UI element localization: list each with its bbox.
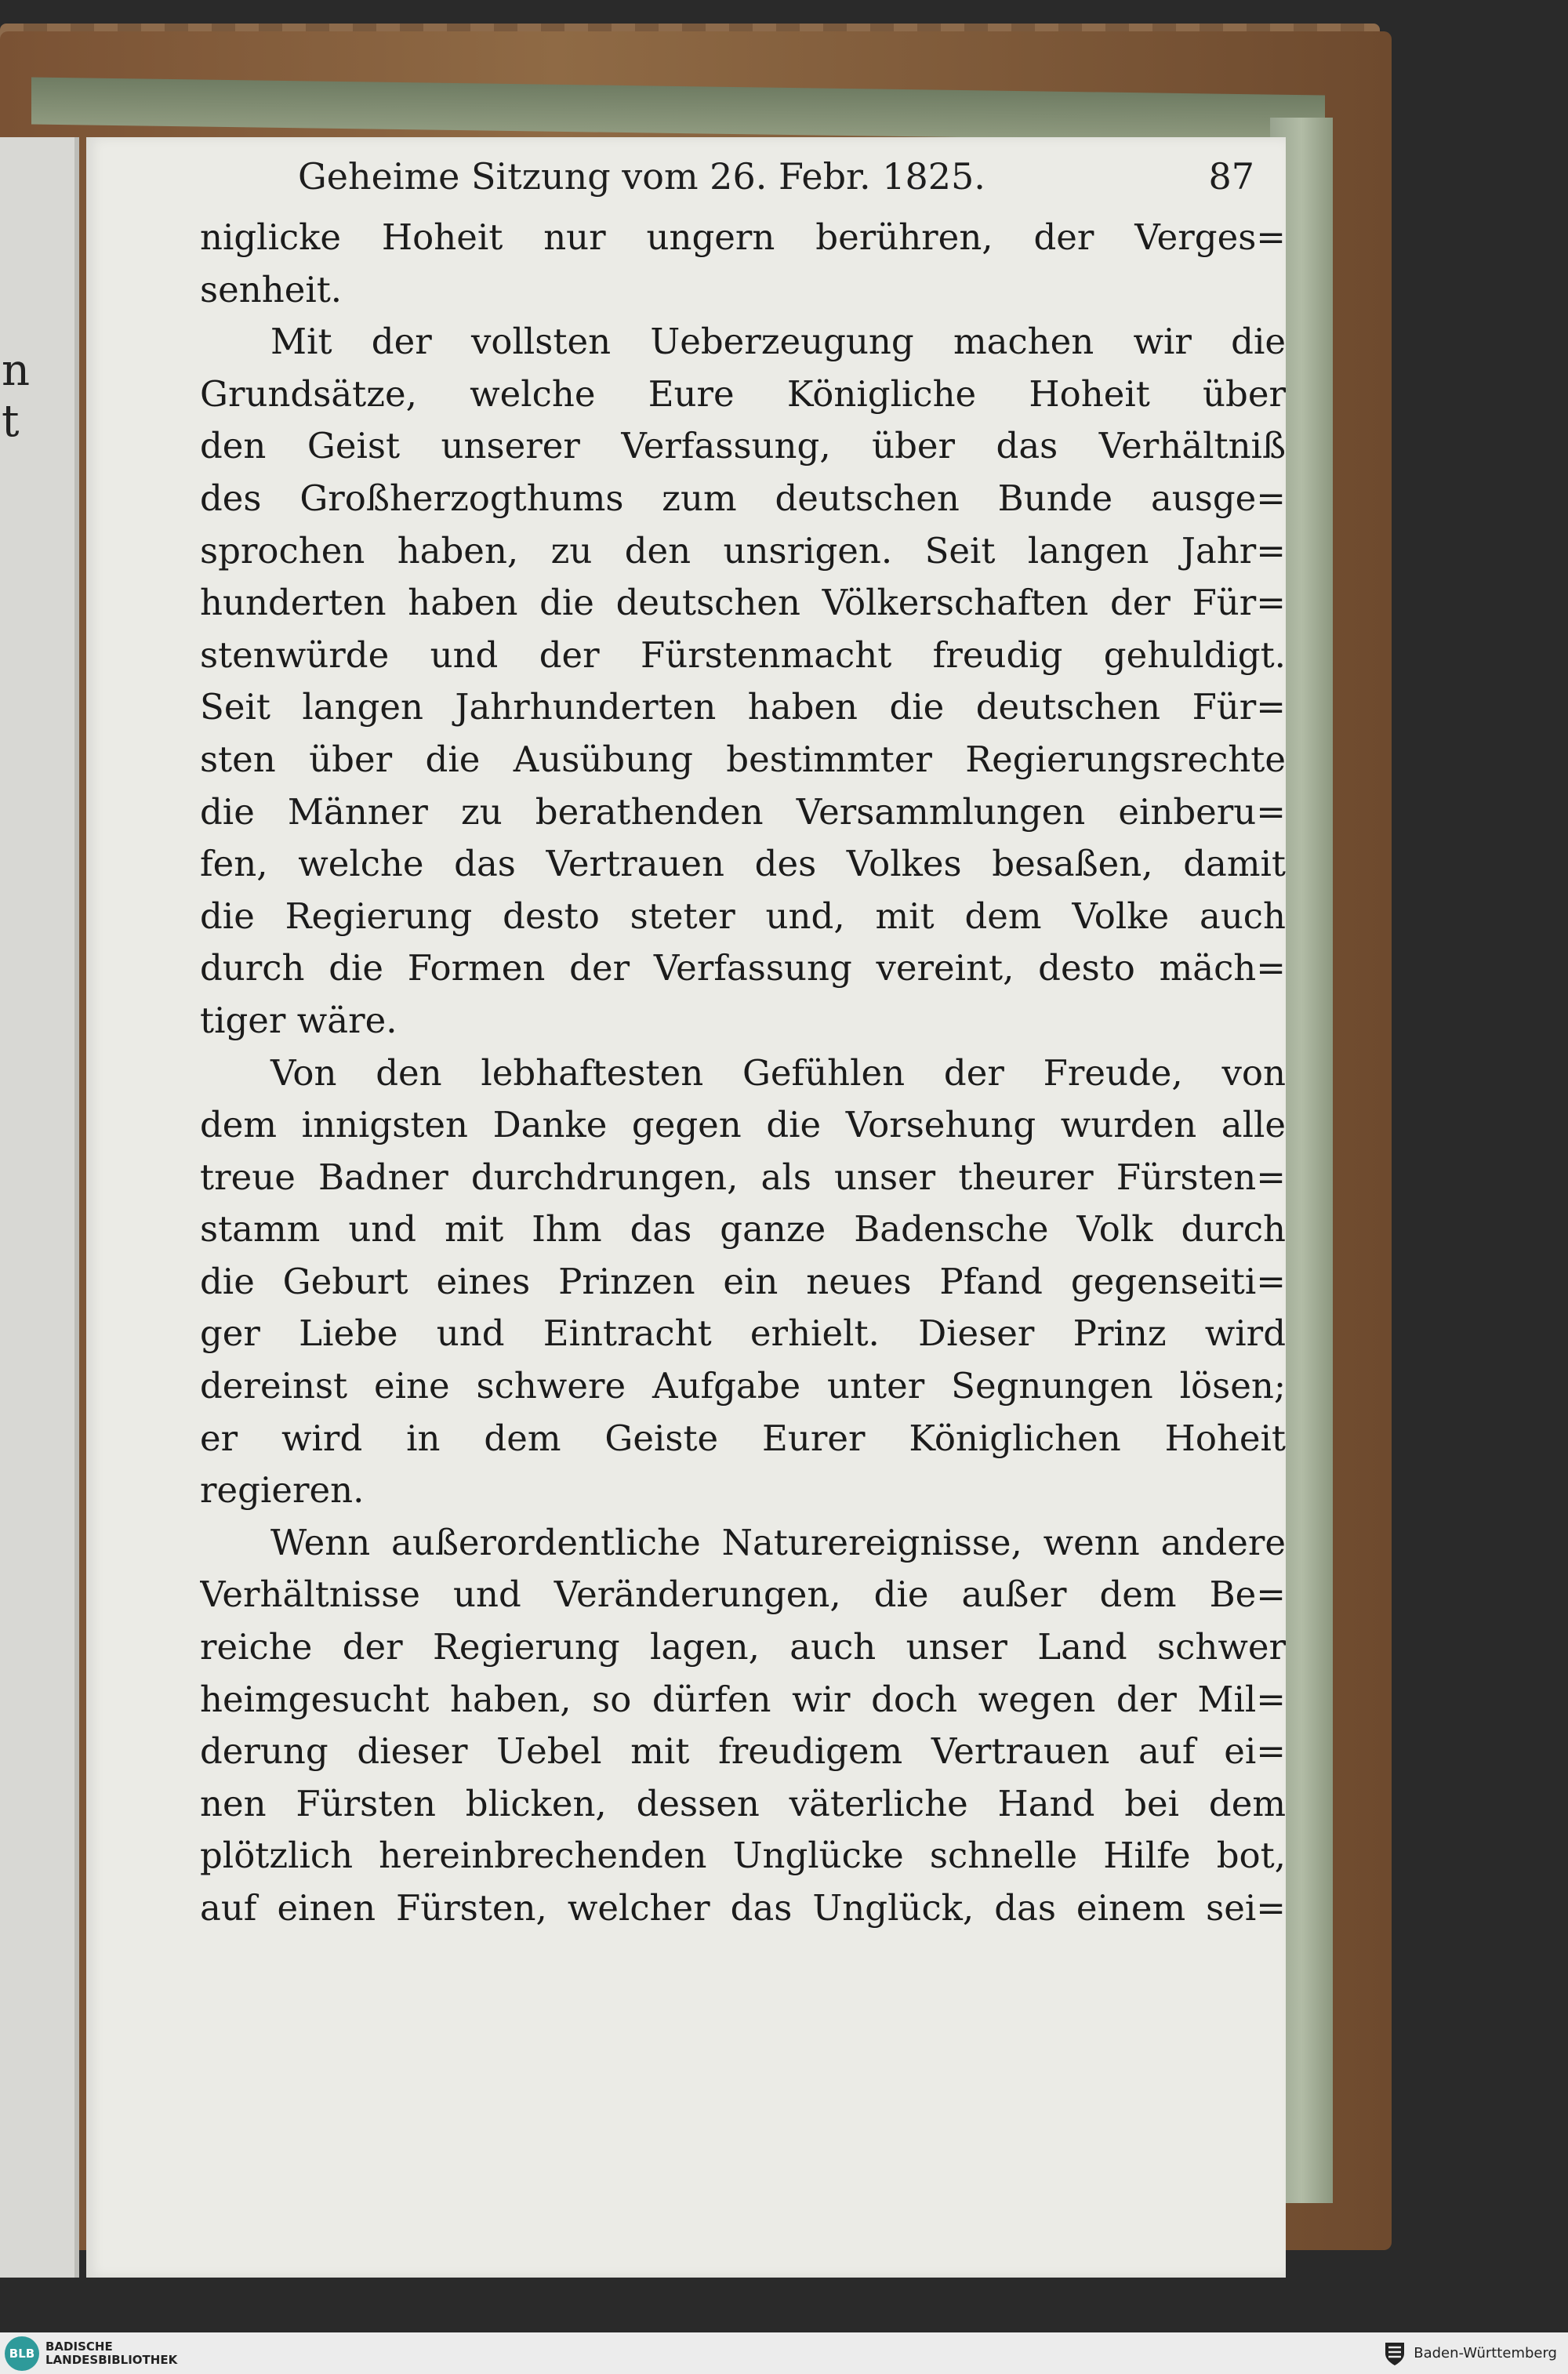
text-line: die Geburt eines Prinzen ein neues Pfand gegenseiti=: [200, 1260, 1286, 1302]
state-logo[interactable]: [1382, 2340, 1568, 2368]
text-line: die Männer zu berathenden Versammlungen einberu=: [200, 790, 1286, 833]
text-line: niglicke Hoheit nur ungern berühren, der Verges=: [200, 216, 1286, 258]
text-line: tiger wäre.: [200, 999, 397, 1041]
text-line: sprochen haben, zu den unsrigen. Seit langen Jahr=: [200, 529, 1286, 572]
text-line: derung dieser Uebel mit freudigem Vertrauen auf ei=: [200, 1730, 1286, 1773]
library-name-line2: LANDESBIBLIOTHEK: [45, 2352, 178, 2367]
text-line: stamm und mit Ihm das ganze Badensche Volk durch: [200, 1208, 1286, 1251]
blb-logo-icon: BLB: [5, 2336, 39, 2371]
text-line: nen Fürsten blicken, dessen väterliche Hand bei dem: [200, 1782, 1286, 1824]
text-line: heimgesucht haben, so dürfen wir doch wegen der Mil=: [200, 1678, 1286, 1720]
text-line: Seit langen Jahrhunderten haben die deutschen Für=: [200, 686, 1286, 728]
state-name: Baden-Württemberg: [1414, 2345, 1557, 2361]
left-page-fragment: t: [2, 396, 20, 447]
text-line: regieren.: [200, 1469, 365, 1512]
page-number: 87: [1208, 154, 1254, 198]
text-line: senheit.: [200, 268, 343, 310]
text-line: ger Liebe und Eintracht erhielt. Dieser Prinz wird: [200, 1312, 1286, 1355]
text-line: Von den lebhaftesten Gefühlen der Freude, von: [270, 1051, 1286, 1094]
text-line: reiche der Regierung lagen, auch unser Land schwer: [200, 1626, 1286, 1668]
book-page: [86, 137, 1286, 2278]
text-line: Grundsätze, welche Eure Königliche Hoheit über: [200, 372, 1286, 415]
text-line: auf einen Fürsten, welcher das Unglück, das einem sei=: [200, 1887, 1286, 1929]
library-name: [45, 2340, 177, 2367]
text-line: treue Badner durchdrungen, als unser theurer Fürsten=: [200, 1156, 1286, 1198]
left-page-fragment: n: [2, 345, 31, 396]
left-page: [0, 137, 79, 2278]
text-line: sten über die Ausübung bestimmter Regierungsrechte: [200, 738, 1286, 780]
text-line: Verhältnisse und Veränderungen, die außer dem Be=: [200, 1574, 1286, 1616]
running-head-title: Geheime Sitzung vom 26. Febr. 1825.: [298, 154, 985, 198]
running-head: [298, 139, 1254, 213]
text-line: hunderten haben die deutschen Völkerschaften der Für=: [200, 582, 1286, 624]
library-logo[interactable]: [0, 2336, 177, 2371]
body-text: [200, 212, 1286, 1935]
text-line: stenwürde und der Fürstenmacht freudig gehuldigt.: [200, 633, 1286, 676]
text-line: den Geist unserer Verfassung, über das Verhältniß: [200, 425, 1286, 467]
text-line: plötzlich hereinbrechenden Unglücke schnelle Hilfe bot,: [200, 1835, 1286, 1877]
text-line: dem innigsten Danke gegen die Vorsehung wurden alle: [200, 1104, 1286, 1146]
library-name-line1: BADISCHE: [45, 2339, 113, 2354]
text-line: er wird in dem Geiste Eurer Königlichen Hoheit: [200, 1417, 1286, 1459]
text-line: fen, welche das Vertrauen des Volkes besaßen, damit: [200, 843, 1286, 885]
text-line: durch die Formen der Verfassung vereint, desto mäch=: [200, 947, 1286, 989]
text-line: dereinst eine schwere Aufgabe unter Segnungen lösen;: [200, 1365, 1286, 1407]
coat-of-arms-icon: [1382, 2340, 1407, 2368]
text-line: Wenn außerordentliche Naturereignisse, wenn andere: [270, 1521, 1286, 1563]
text-line: die Regierung desto steter und, mit dem Volke auch: [200, 895, 1286, 937]
text-line: des Großherzogthums zum deutschen Bunde ausge=: [200, 477, 1286, 519]
viewer-footer: [0, 2332, 1568, 2374]
text-line: Mit der vollsten Ueberzeugung machen wir die: [270, 321, 1286, 363]
